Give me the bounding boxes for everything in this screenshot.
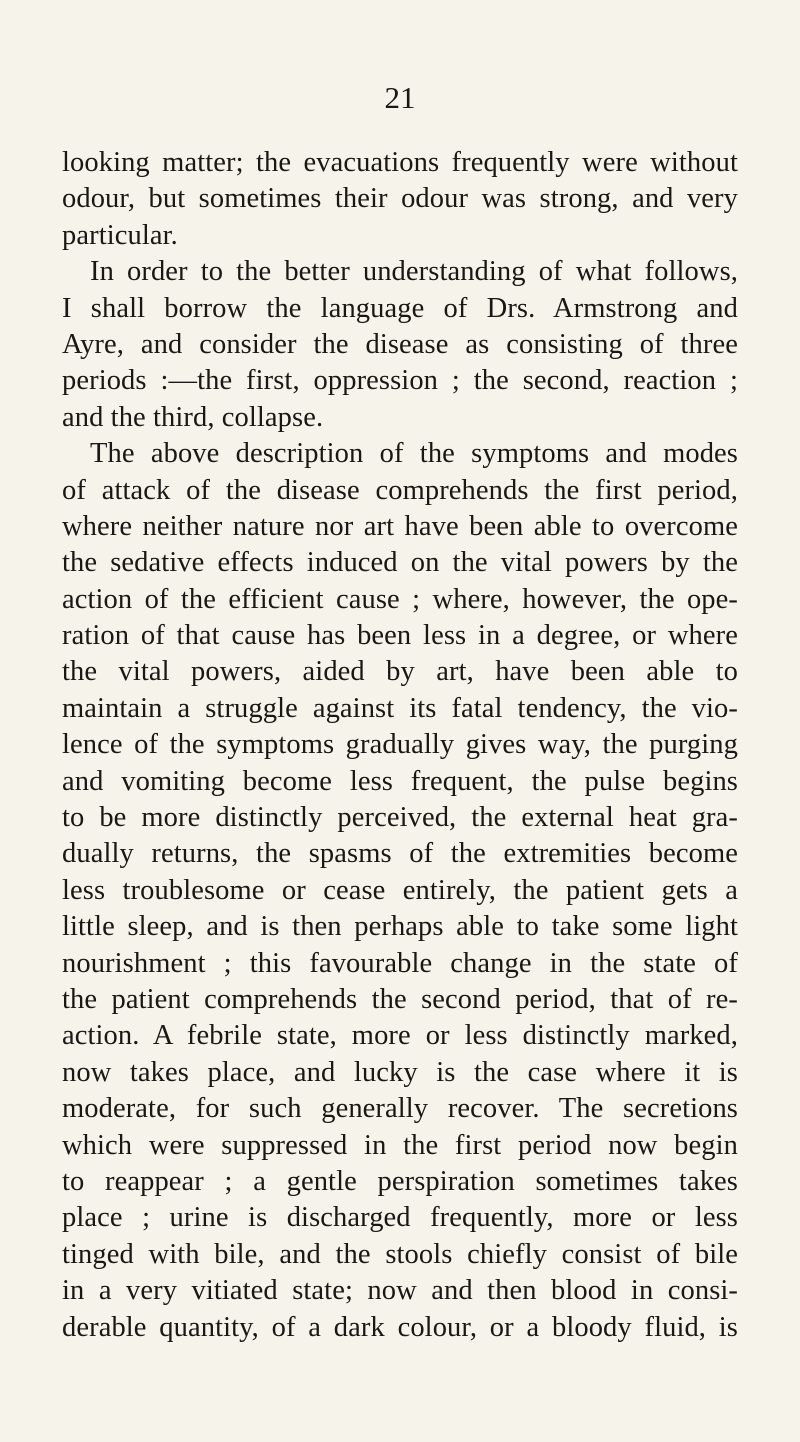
text-line: I shall borrow the language of Drs. Armstrong and (62, 292, 738, 324)
body-text (62, 145, 738, 1346)
text-line: derable quantity, of a dark colour, or a bloody fluid, is (62, 1311, 738, 1343)
text-line: ration of that cause has been less in a degree, or where (62, 620, 738, 652)
text-line: place ; urine is discharged frequently, more or less (62, 1202, 738, 1234)
text-line: now takes place, and lucky is the case where it is (62, 1056, 738, 1088)
text-line: and the third, collapse. (62, 401, 324, 433)
text-line: the patient comprehends the second period, that of re- (62, 983, 738, 1015)
text-line: little sleep, and is then perhaps able to take some light (62, 911, 738, 943)
text-line: to be more distinctly perceived, the external heat gra- (62, 802, 738, 834)
text-line: the vital powers, aided by art, have been able to (62, 656, 738, 688)
text-line: periods :—the first, oppression ; the second, reaction ; (62, 365, 738, 397)
text-line: and vomiting become less frequent, the pulse begins (62, 765, 738, 797)
text-line: particular. (62, 219, 178, 251)
text-line: where neither nature nor art have been able to overcome (62, 510, 738, 542)
text-line: odour, but sometimes their odour was strong, and very (62, 183, 738, 215)
text-line: to reappear ; a gentle perspiration sometimes takes (62, 1165, 738, 1197)
text-line: less troublesome or cease entirely, the patient gets a (62, 874, 738, 906)
text-line: maintain a struggle against its fatal tendency, the vio- (62, 692, 738, 724)
text-line: tinged with bile, and the stools chiefly consist of bile (62, 1238, 738, 1270)
text-line: looking matter; the evacuations frequently were without (62, 147, 738, 178)
text-line: Ayre, and consider the disease as consisting of three (62, 328, 738, 360)
text-line: of attack of the disease comprehends the first period, (62, 474, 738, 506)
text-line: In order to the better understanding of what follows, (90, 256, 738, 288)
text-line: action. A febrile state, more or less distinctly marked, (62, 1020, 738, 1052)
text-line: which were suppressed in the first period now begin (62, 1129, 738, 1161)
text-line: lence of the symptoms gradually gives way, the purging (62, 729, 738, 761)
text-line: The above description of the symptoms and modes (90, 438, 738, 470)
text-line: in a very vitiated state; now and then blood in consi- (62, 1275, 738, 1307)
text-line: dually returns, the spasms of the extremities become (62, 838, 738, 870)
page-number: 21 (384, 80, 416, 115)
text-line: moderate, for such generally recover. The secretions (62, 1093, 738, 1125)
text-line: action of the efficient cause ; where, however, the ope- (62, 583, 738, 615)
text-line: nourishment ; this favourable change in the state of (62, 947, 738, 979)
text-line: the sedative effects induced on the vital powers by the (62, 547, 738, 579)
